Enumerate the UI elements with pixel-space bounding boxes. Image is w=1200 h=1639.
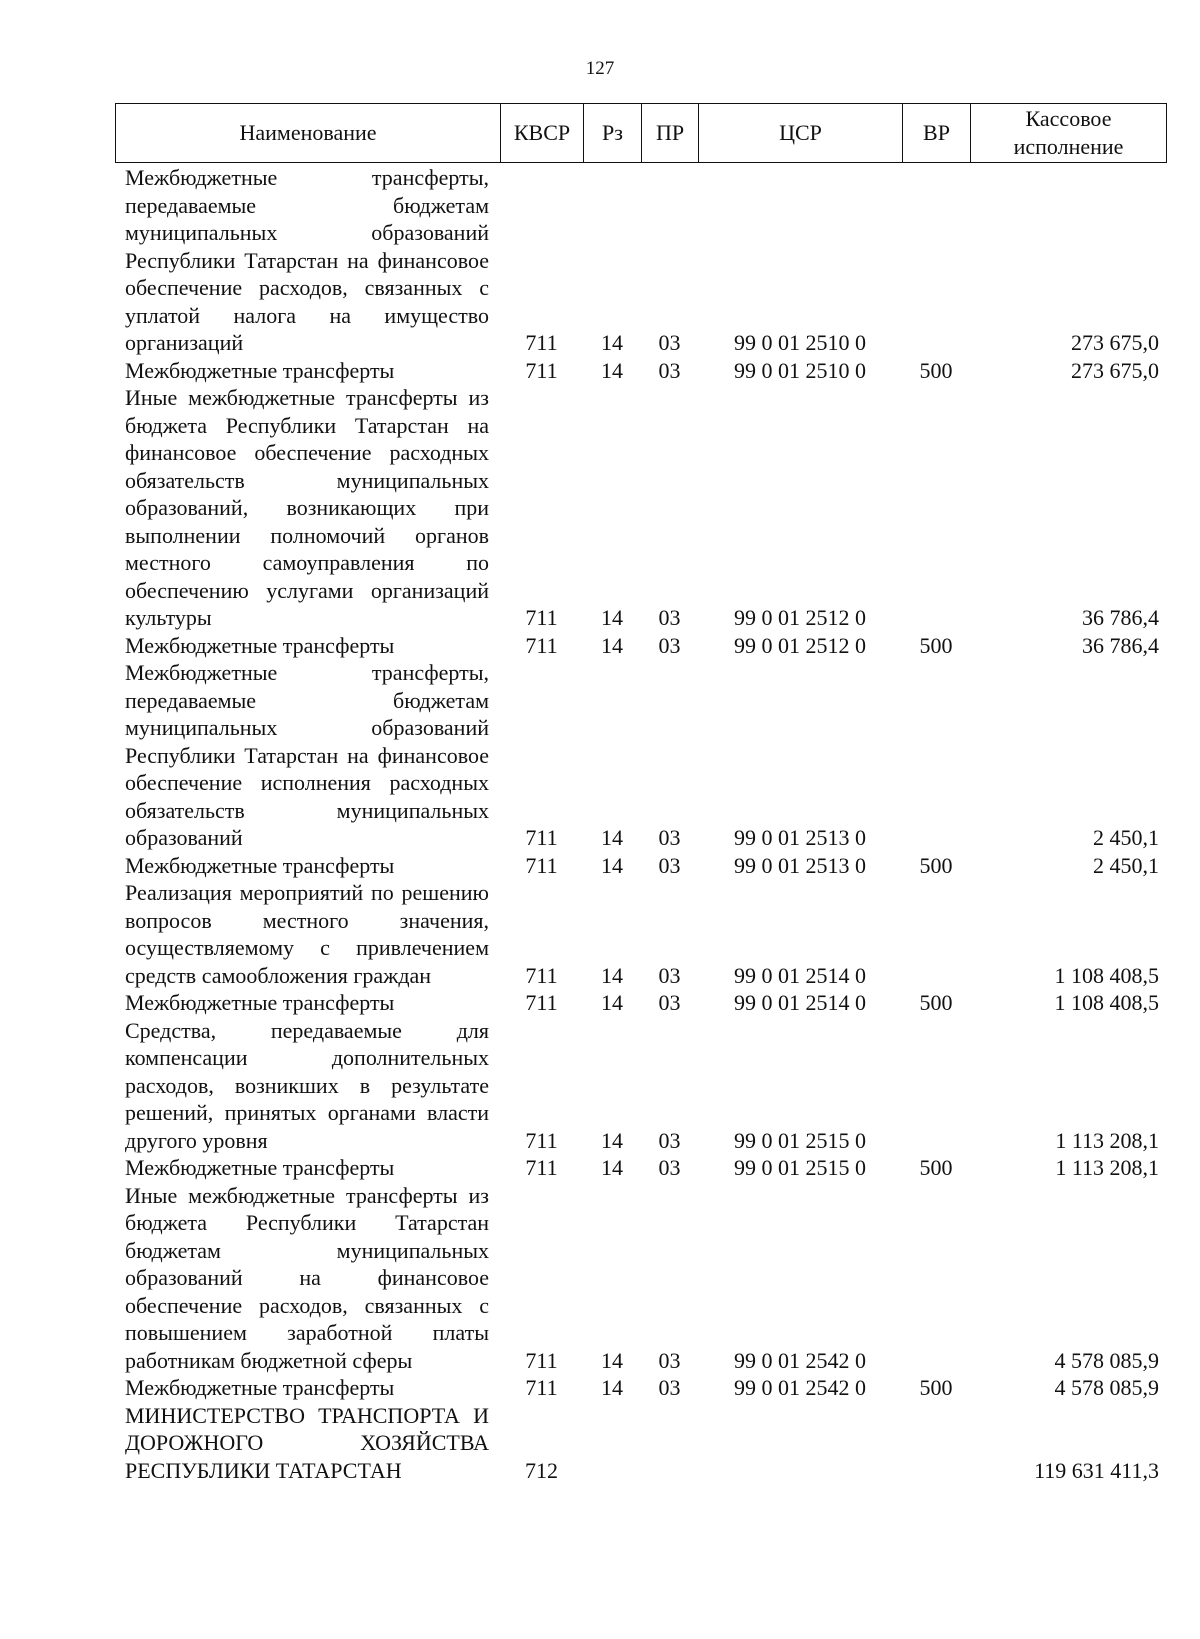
row-name: Иные межбюджетные трансферты из бюджета Республики Татарстан бюджетам муниципальных образований на финансовое обеспечение расходов, связанных с повышением заработной платы работникам бюджетной сферы xyxy=(125,1182,489,1373)
row-sum: 36 786,4 xyxy=(1082,632,1159,658)
row-sum: 1 113 208,1 xyxy=(1055,1155,1159,1180)
table-row xyxy=(125,1017,1167,1155)
table-row xyxy=(125,1182,1167,1375)
table-row xyxy=(125,1402,1167,1485)
row-name: Межбюджетные трансферты, передаваемые бюджетам муниципальных образований Республики Татарстан на финансовое обеспечение исполнения расходных обязательств муниципальных образований xyxy=(125,660,489,850)
row-kvsr: 711 xyxy=(525,852,558,878)
row-csr: 99 0 01 2510 0 xyxy=(734,357,866,383)
row-kvsr: 712 xyxy=(525,1457,558,1483)
row-pr: 03 xyxy=(658,330,681,355)
row-name: Межбюджетные трансферты xyxy=(125,1375,395,1400)
row-pr: 03 xyxy=(658,1127,681,1153)
row-name: Иные межбюджетные трансферты из бюджета Республики Татарстан на финансовое обеспечение расходных обязательств муниципальных образований, возникающих при выполнении полномочий органов местного самоуправления по обеспечению услугами организаций культуры xyxy=(125,385,489,630)
table-header xyxy=(115,103,1167,163)
row-kvsr: 711 xyxy=(525,1375,558,1400)
row-kvsr: 711 xyxy=(525,990,558,1015)
row-kvsr: 711 xyxy=(525,330,558,355)
row-rz: 14 xyxy=(601,357,623,383)
row-sum: 1 108 408,5 xyxy=(1054,990,1159,1015)
row-csr: 99 0 01 2514 0 xyxy=(734,962,866,988)
row-name: Межбюджетные трансферты xyxy=(125,632,395,658)
row-kvsr: 711 xyxy=(525,605,558,630)
row-kvsr: 711 xyxy=(525,632,558,658)
row-kvsr: 711 xyxy=(525,1347,558,1373)
row-rz: 14 xyxy=(601,962,623,988)
table-body xyxy=(125,164,1167,1484)
page-number: 127 xyxy=(585,58,615,79)
row-name: Средства, передаваемые для компенсации дополнительных расходов, возникших в результате решений, принятых органами власти другого уровня xyxy=(125,1017,489,1153)
table-row xyxy=(125,852,1167,880)
header-pr: ПР xyxy=(641,104,698,162)
row-pr: 03 xyxy=(658,962,681,988)
row-pr: 03 xyxy=(658,990,681,1015)
row-rz: 14 xyxy=(601,990,623,1015)
row-kvsr: 711 xyxy=(525,962,558,988)
table-row xyxy=(125,357,1167,385)
row-pr: 03 xyxy=(658,1155,681,1180)
header-kvsr: КВСР xyxy=(500,104,583,162)
row-vr: 500 xyxy=(919,852,953,878)
table-row xyxy=(125,1374,1167,1402)
table-row xyxy=(125,164,1167,357)
row-rz: 14 xyxy=(601,1155,623,1180)
row-sum: 4 578 085,9 xyxy=(1054,1347,1159,1373)
row-vr: 500 xyxy=(919,1375,953,1400)
row-rz: 14 xyxy=(601,330,623,355)
row-rz: 14 xyxy=(601,852,623,878)
row-rz: 14 xyxy=(601,1127,623,1153)
row-rz: 14 xyxy=(601,1347,623,1373)
row-rz: 14 xyxy=(601,605,623,630)
row-kvsr: 711 xyxy=(525,1127,558,1153)
row-rz: 14 xyxy=(601,825,623,850)
row-kvsr: 711 xyxy=(525,357,558,383)
row-name: Межбюджетные трансферты xyxy=(125,357,395,383)
row-csr: 99 0 01 2515 0 xyxy=(734,1127,866,1153)
table-row xyxy=(125,879,1167,989)
row-sum: 2 450,1 xyxy=(1093,825,1159,850)
row-name: Реализация мероприятий по решению вопросов местного значения, осуществляемому с привлечением средств самообложения граждан xyxy=(125,880,489,988)
row-csr: 99 0 01 2542 0 xyxy=(734,1375,866,1400)
row-sum: 2 450,1 xyxy=(1093,852,1159,878)
row-csr: 99 0 01 2515 0 xyxy=(734,1155,866,1180)
row-csr: 99 0 01 2513 0 xyxy=(734,852,866,878)
row-sum: 273 675,0 xyxy=(1071,357,1159,383)
row-csr: 99 0 01 2510 0 xyxy=(734,330,866,355)
row-vr: 500 xyxy=(919,1155,953,1180)
row-csr: 99 0 01 2512 0 xyxy=(734,632,866,658)
row-csr: 99 0 01 2542 0 xyxy=(734,1347,866,1373)
row-name: Межбюджетные трансферты xyxy=(125,1155,395,1180)
row-name: Межбюджетные трансферты xyxy=(125,990,395,1015)
row-sum: 119 631 411,3 xyxy=(1034,1457,1159,1483)
header-rz: Рз xyxy=(583,104,641,162)
header-csr: ЦСР xyxy=(698,104,902,162)
row-kvsr: 711 xyxy=(525,825,558,850)
row-name: Межбюджетные трансферты xyxy=(125,852,395,878)
header-sum: Кассовое исполнение xyxy=(970,104,1166,162)
row-pr: 03 xyxy=(658,605,681,630)
row-sum: 1 108 408,5 xyxy=(1054,962,1159,988)
row-vr: 500 xyxy=(919,632,953,658)
row-pr: 03 xyxy=(658,632,681,658)
table-row xyxy=(125,1154,1167,1182)
row-pr: 03 xyxy=(658,1375,681,1400)
table-row xyxy=(125,989,1167,1017)
row-rz: 14 xyxy=(601,632,623,658)
row-sum: 4 578 085,9 xyxy=(1054,1375,1159,1400)
row-rz: 14 xyxy=(601,1375,623,1400)
row-name: Межбюджетные трансферты, передаваемые бюджетам муниципальных образований Республики Татарстан на финансовое обеспечение расходов, связанных с уплатой налога на имущество организаций xyxy=(125,165,489,355)
row-vr: 500 xyxy=(919,990,953,1015)
row-sum: 273 675,0 xyxy=(1071,330,1159,355)
row-sum: 1 113 208,1 xyxy=(1055,1127,1159,1153)
row-pr: 03 xyxy=(658,1347,681,1373)
header-name: Наименование xyxy=(239,120,377,145)
row-csr: 99 0 01 2513 0 xyxy=(734,825,866,850)
row-pr: 03 xyxy=(658,852,681,878)
header-vr: ВР xyxy=(902,104,970,162)
table-row xyxy=(125,659,1167,852)
row-vr: 500 xyxy=(919,357,953,383)
row-sum: 36 786,4 xyxy=(1082,605,1159,630)
table-row xyxy=(125,632,1167,660)
table-row xyxy=(125,384,1167,632)
row-pr: 03 xyxy=(658,357,681,383)
row-name: МИНИСТЕРСТВО ТРАНСПОРТА И ДОРОЖНОГО ХОЗЯЙСТВА РЕСПУБЛИКИ ТАТАРСТАН xyxy=(125,1402,489,1483)
row-pr: 03 xyxy=(658,825,681,850)
row-kvsr: 711 xyxy=(525,1155,558,1180)
row-csr: 99 0 01 2514 0 xyxy=(734,990,866,1015)
row-csr: 99 0 01 2512 0 xyxy=(734,605,866,630)
